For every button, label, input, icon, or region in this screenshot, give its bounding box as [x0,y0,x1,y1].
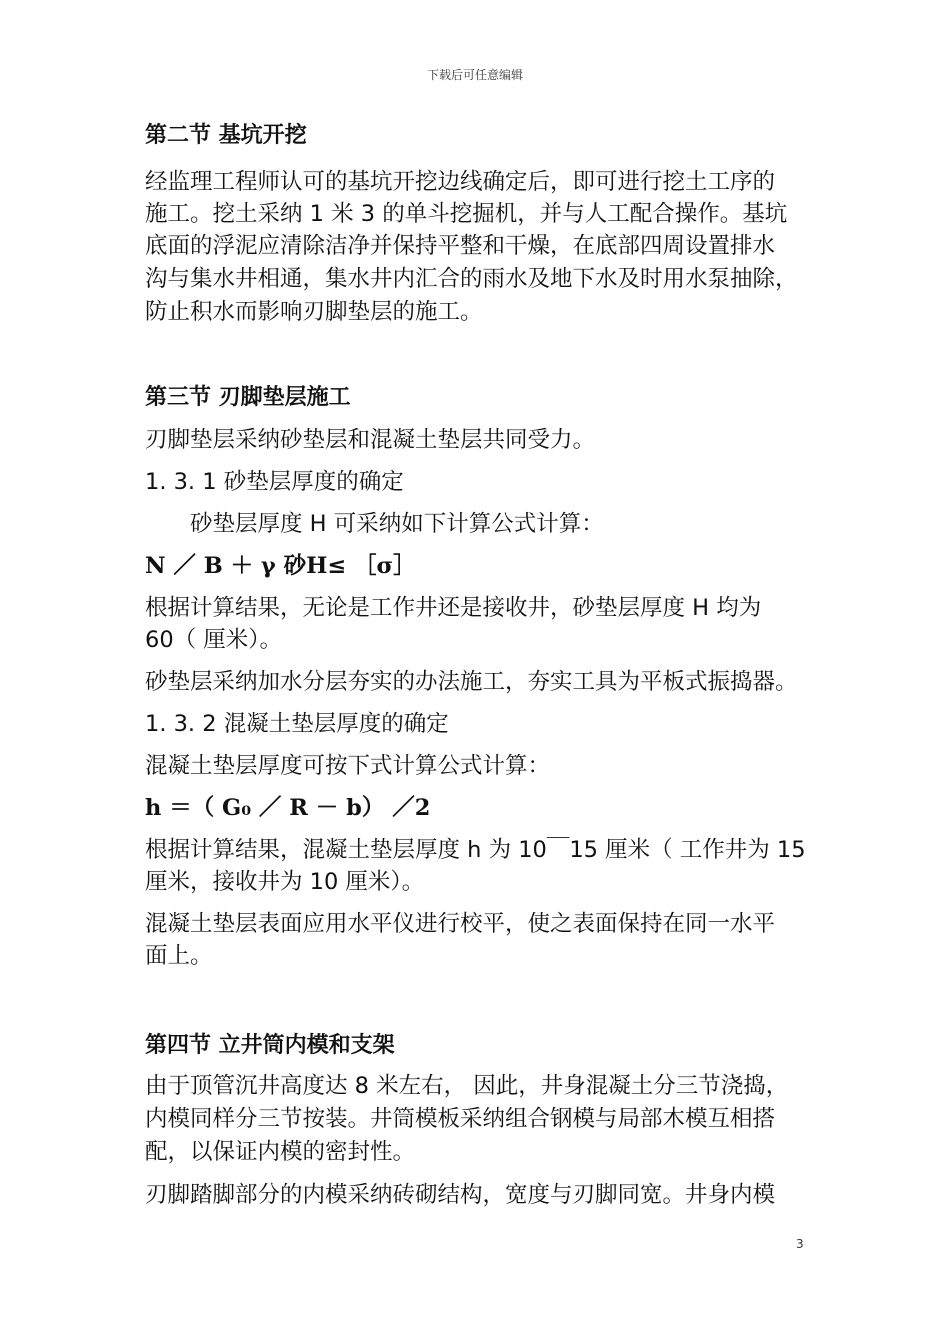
paragraph-line: 内模同样分三节按装。井筒模板采纳组合钢模与局部木模互相搭 [145,1106,776,1132]
paragraph-line: 配，以保证内模的密封性。 [145,1139,416,1165]
subsection-heading: 1. 3. 2 混凝土垫层厚度的确定 [145,711,449,737]
paragraph-line: 经监理工程师认可的基坑开挖边线确定后，即可进行挖土工序的 [145,169,776,195]
formula: h ＝（ G₀ ／ R － b） ／2 [145,795,431,821]
paragraph-line: 60（ 厘米）。 [145,627,283,653]
paragraph-line: 厘米，接收井为 10 厘米）。 [145,869,425,895]
paragraph-line: 砂垫层采纳加水分层夯实的办法施工，夯实工具为平板式振捣器。 [145,669,798,695]
section-heading: 第三节 刃脚垫层施工 [145,385,351,410]
paragraph-line: 底面的浮泥应清除洁净并保持平整和干燥，在底部四周设置排水 [145,233,776,259]
paragraph-line: 沟与集水井相通，集水井内汇合的雨水及地下水及时用水泵抽除， [145,266,798,292]
paragraph-line: 施工。挖土采纳 1 米 3 的单斗挖掘机，并与人工配合操作。基坑 [145,201,788,227]
section-heading: 第四节 立井筒内模和支架 [145,1033,395,1058]
page-number: 3 [796,1237,804,1251]
paragraph-line: 根据计算结果，混凝土垫层厚度 h 为 10￣15 厘米（ 工作井为 15 [145,837,806,863]
formula: N ／ B ＋ γ 砂H≤ ［σ］ [145,553,416,579]
paragraph-line: 面上。 [145,943,213,969]
paragraph-line: 混凝土垫层厚度可按下式计算公式计算： [145,753,551,779]
paragraph-line: 刃脚垫层采纳砂垫层和混凝土垫层共同受力。 [145,427,596,453]
header-note: 下载后可任意编辑 [426,68,523,82]
paragraph-line: 根据计算结果，无论是工作井还是接收井，砂垫层厚度 H 均为 [145,595,762,621]
section-heading: 第二节 基坑开挖 [145,123,307,148]
paragraph-line: 砂垫层厚度 H 可采纳如下计算公式计算： [190,511,604,537]
subsection-heading: 1. 3. 1 砂垫层厚度的确定 [145,469,404,495]
paragraph-line: 混凝土垫层表面应用水平仪进行校平，使之表面保持在同一水平 [145,911,776,937]
paragraph-line: 防止积水而影响刃脚垫层的施工。 [145,299,483,325]
paragraph-line: 由于顶管沉井高度达 8 米左右， 因此，井身混凝土分三节浇捣， [145,1073,789,1099]
paragraph-line: 刃脚踏脚部分的内模采纳砖砌结构，宽度与刃脚同宽。井身内模 [145,1182,776,1208]
